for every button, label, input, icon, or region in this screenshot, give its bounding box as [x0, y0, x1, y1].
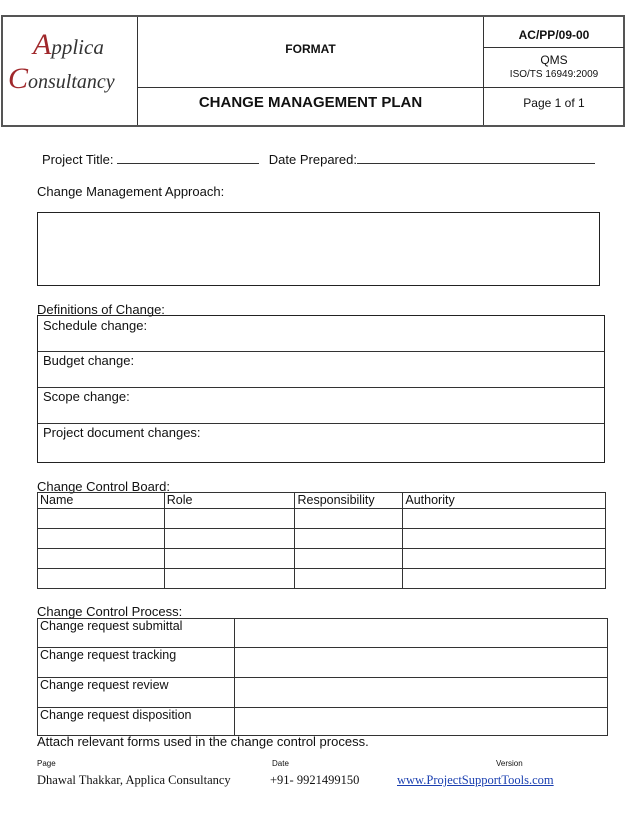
footer-author: Dhawal Thakkar, Applica Consultancy	[37, 773, 231, 787]
footer-date-label: Date	[272, 759, 289, 768]
header-divider-qms	[484, 87, 624, 88]
project-title-label: Project Title:	[42, 152, 114, 167]
table-cell[interactable]	[164, 549, 295, 569]
table-cell[interactable]	[295, 529, 403, 549]
table-cell[interactable]	[38, 549, 165, 569]
project-info-row	[42, 151, 595, 167]
process-step-value[interactable]	[234, 648, 607, 678]
footer-page-label: Page	[37, 759, 56, 768]
table-row	[38, 569, 606, 589]
header-divider-format	[138, 87, 483, 88]
document-code: AC/PP/09-00	[518, 28, 590, 42]
footer-phone: +91- 9921499150	[270, 773, 360, 787]
table-cell[interactable]	[295, 509, 403, 529]
table-row	[38, 549, 606, 569]
table-cell[interactable]	[164, 529, 295, 549]
project-title-field[interactable]	[117, 151, 259, 164]
header-divider-code	[484, 47, 624, 48]
process-step-label: Change request review	[38, 678, 235, 708]
table-cell[interactable]	[403, 529, 606, 549]
logo-word-applica: pplica	[51, 35, 104, 59]
iso-standard: ISO/TS 16949:2009	[509, 69, 599, 80]
column-header-name: Name	[38, 493, 165, 509]
definition-row-schedule[interactable]	[38, 316, 604, 352]
table-cell[interactable]	[295, 569, 403, 589]
table-cell[interactable]	[38, 569, 165, 589]
logo-initial-c: C	[8, 62, 29, 95]
board-label: Change Control Board:	[37, 479, 170, 494]
process-row-disposition	[38, 708, 608, 736]
process-step-value[interactable]	[234, 708, 607, 736]
footer-website-link[interactable]: www.ProjectSupportTools.com	[397, 773, 554, 787]
table-cell[interactable]	[38, 509, 165, 529]
definition-label: Budget change:	[43, 353, 135, 368]
table-row	[38, 529, 606, 549]
process-label: Change Control Process:	[37, 604, 183, 619]
date-prepared-field[interactable]	[357, 151, 595, 164]
process-step-value[interactable]	[234, 619, 607, 648]
definition-label: Schedule change:	[43, 318, 148, 333]
approach-label: Change Management Approach:	[37, 184, 225, 199]
table-cell[interactable]	[403, 569, 606, 589]
process-row-review	[38, 678, 608, 708]
table-cell[interactable]	[403, 509, 606, 529]
process-step-label: Change request disposition	[38, 708, 235, 736]
definitions-label: Definitions of Change:	[37, 302, 165, 317]
column-header-responsibility: Responsibility	[295, 493, 403, 509]
table-header-row	[38, 493, 606, 509]
process-step-value[interactable]	[234, 678, 607, 708]
board-table	[37, 492, 606, 589]
company-logo	[8, 30, 136, 100]
table-cell[interactable]	[295, 549, 403, 569]
definition-label: Project document changes:	[43, 425, 201, 440]
process-step-label: Change request submittal	[38, 619, 235, 648]
table-cell[interactable]	[164, 509, 295, 529]
table-cell[interactable]	[403, 549, 606, 569]
column-header-authority: Authority	[403, 493, 606, 509]
page-number: Page 1 of 1	[523, 96, 585, 110]
qms-label: QMS	[540, 53, 568, 67]
footer-version-label: Version	[496, 759, 523, 768]
date-prepared-label: Date Prepared:	[268, 152, 357, 167]
definition-row-budget[interactable]	[38, 352, 604, 388]
format-label: FORMAT	[285, 42, 336, 56]
definition-row-project-documents[interactable]	[38, 424, 604, 462]
document-title: CHANGE MANAGEMENT PLAN	[198, 94, 423, 111]
table-cell[interactable]	[38, 529, 165, 549]
logo-initial-a: A	[33, 28, 52, 61]
approach-text-box[interactable]	[37, 212, 600, 286]
definition-row-scope[interactable]	[38, 388, 604, 424]
table-cell[interactable]	[164, 569, 295, 589]
process-table	[37, 618, 608, 736]
column-header-role: Role	[164, 493, 295, 509]
table-row	[38, 509, 606, 529]
process-row-tracking	[38, 648, 608, 678]
process-step-label: Change request tracking	[38, 648, 235, 678]
logo-word-consultancy: onsultancy	[28, 71, 115, 93]
definition-label: Scope change:	[43, 389, 130, 404]
process-note: Attach relevant forms used in the change control process.	[37, 734, 369, 749]
process-row-submittal	[38, 619, 608, 648]
definitions-box	[37, 315, 605, 463]
